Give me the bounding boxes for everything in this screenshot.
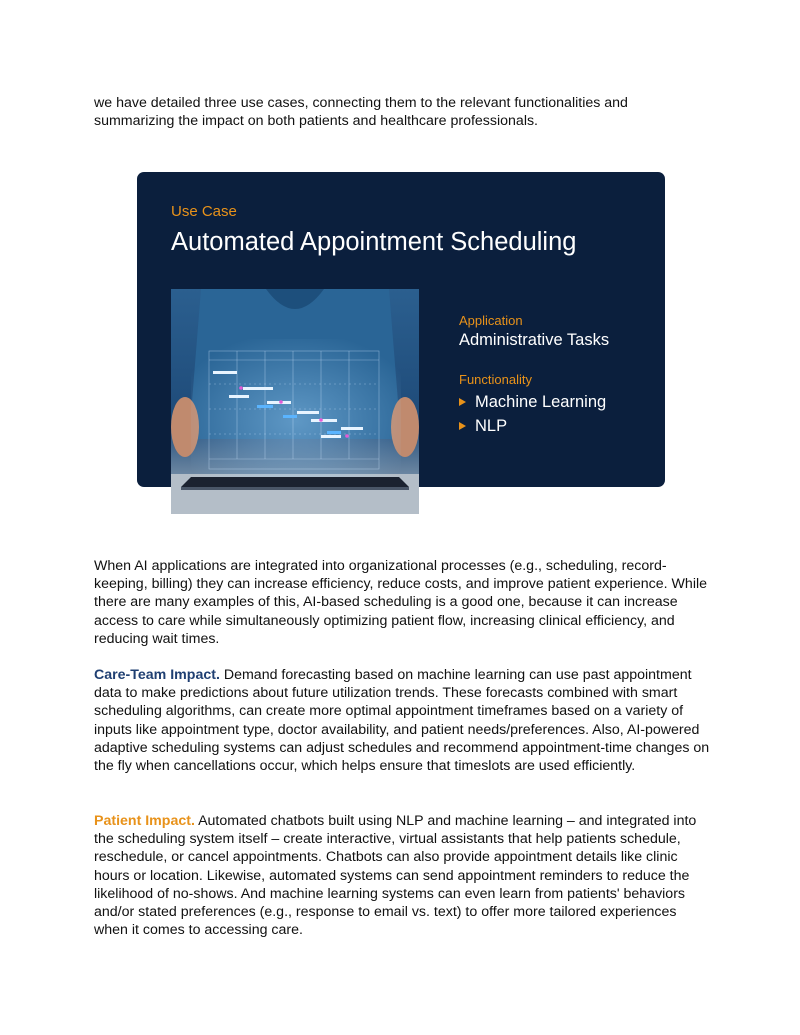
card-eyebrow: Use Case — [171, 203, 237, 220]
functionality-item-label: Machine Learning — [475, 393, 607, 411]
care-team-impact-text: Demand forecasting based on machine learning can use past appointment data to make predictions about future utilization trends. These forecasts combined with smart scheduling algorithms, can create more optimal appointment timeframes based on a variety of inputs like appointment type, doctor availability, and patient needs/preferences. Also, AI-powered adaptive scheduling systems can adjust schedules and recommend appointment-time changes on the fly when cancellations occur, which helps ensure that timeslots are used efficiently. — [94, 667, 710, 775]
bullet-triangle-icon — [459, 422, 466, 430]
body-paragraph: When AI applications are integrated into organizational processes (e.g., scheduling, record-keeping, billing) they can increase efficiency, reduce costs, and improve patient experience. While there are many examples of this, AI-based scheduling is a good one, because it can increase access to care while simultaneously optimizing patient flow, increasing clinical efficiency, and reducing wait times. — [94, 558, 708, 647]
functionality-item — [459, 417, 507, 436]
functionality-item-label: NLP — [475, 417, 508, 435]
care-team-impact-lead: Care-Team Impact. — [94, 667, 220, 683]
functionality-item — [459, 393, 606, 412]
functionality-label: Functionality — [459, 372, 532, 387]
care-team-impact-paragraph — [94, 666, 710, 775]
card-title: Automated Appointment Scheduling — [171, 228, 577, 256]
patient-impact-text: Automated chatbots built using NLP and machine learning – and integrated into the scheduling system itself – create interactive, virtual assistants that help patients schedule, reschedule, or cancel appointments. Chatbots can also provide appointment details like clinic hours or location. Likewise, automated systems can send appointment reminders to reduce the likelihood of no-shows. And machine learning systems can even learn from patients' behaviors and/or stated preferences (e.g., response to email vs. text) to offer more tailored experiences when it comes to accessing care. — [94, 813, 697, 939]
tablet-gantt-illustration — [171, 289, 419, 514]
bullet-triangle-icon — [459, 398, 466, 406]
patient-impact-paragraph — [94, 812, 710, 939]
application-label: Application — [459, 313, 523, 328]
intro-paragraph: we have detailed three use cases, connecting them to the relevant functionalities and summarizing the impact on both patients and healthcare professionals. — [94, 95, 628, 130]
patient-impact-lead: Patient Impact. — [94, 813, 195, 829]
scheduling-hologram-photo — [171, 289, 419, 514]
application-value: Administrative Tasks — [459, 331, 610, 349]
